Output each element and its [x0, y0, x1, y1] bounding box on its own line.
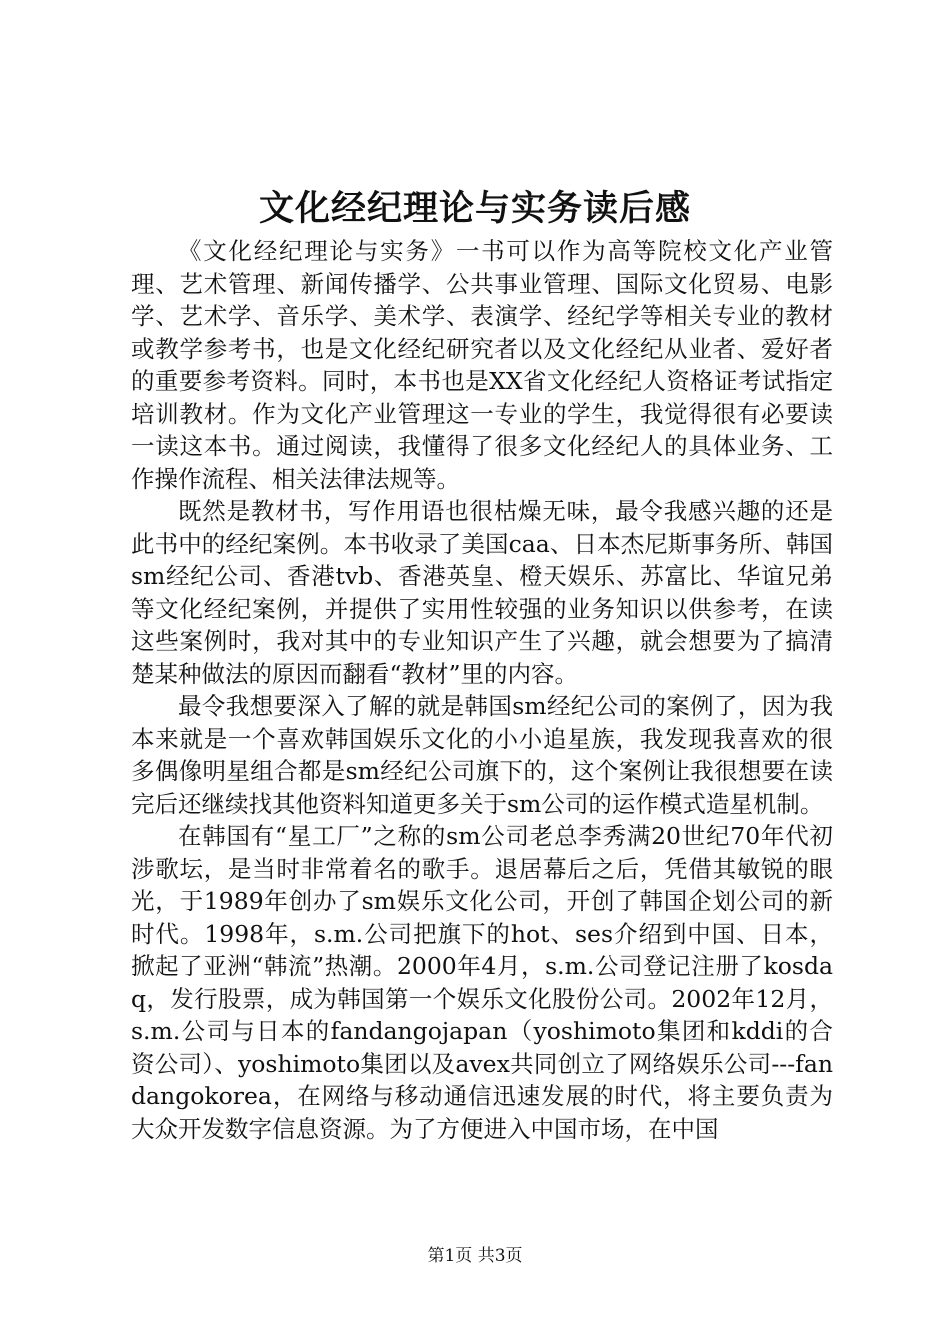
paragraph-1: 《文化经纪理论与实务》一书可以作为高等院校文化产业管理、艺术管理、新闻传播学、公共事业管理、国际文化贸易、电影学、艺术学、音乐学、美术学、表演学、经纪学等相关专业的教材或教学参考书，也是文化经纪研究者以及文化经纪从业者、爱好者的重要参考资料。同时，本书也是XX省文化经纪人资格证考试指定培训教材。作为文化产业管理这一专业的学生，我觉得很有必要读一读这本书。通过阅读，我懂得了很多文化经纪人的具体业务、工作操作流程、相关法律法规等。 [131, 237, 833, 493]
paragraph-3: 最令我想要深入了解的就是韩国sm经纪公司的案例了，因为我本来就是一个喜欢韩国娱乐文化的小小追星族，我发现我喜欢的很多偶像明星组合都是sm经纪公司旗下的，这个案例让我很想要在读完后还继续找其他资料知道更多关于sm公司的运作模式造星机制。 [131, 692, 833, 818]
document-title: 文化经纪理论与实务读后感 [258, 188, 691, 229]
page-number-footer: 第1页 共3页 [427, 1246, 523, 1266]
paragraph-4: 在韩国有“星工厂”之称的sm公司老总李秀满20世纪70年代初涉歌坛，是当时非常着名的歌手。退居幕后之后，凭借其敏锐的眼光，于1989年创办了sm娱乐文化公司，开创了韩国企划公司的新时代。1998年，s.m.公司把旗下的hot、ses介绍到中国、日本，掀起了亚洲“韩流”热潮。2000年4月，s.m.公司登记注册了kosdaq，发行股票，成为韩国第一个娱乐文化股份公司。2002年12月，s.m.公司与日本的fandangojapan（yoshimoto集团和kddi的合资公司）、yoshimoto集团以及avex共同创立了网络娱乐公司---fandangokorea，在网络与移动通信迅速发展的时代，将主要负责为大众开发数字信息资源。为了方便进入中国市场，在中国 [131, 822, 833, 1143]
paragraph-2: 既然是教材书，写作用语也很枯燥无味，最令我感兴趣的还是此书中的经纪案例。本书收录了美国caa、日本杰尼斯事务所、韩国sm经纪公司、香港tvb、香港英皇、橙天娱乐、苏富比、华谊兄弟等文化经纪案例，并提供了实用性较强的业务知识以供参考，在读这些案例时，我对其中的专业知识产生了兴趣，就会想要为了搞清楚某种做法的原因而翻看“教材”里的内容。 [131, 497, 833, 688]
document-body [131, 235, 833, 1145]
